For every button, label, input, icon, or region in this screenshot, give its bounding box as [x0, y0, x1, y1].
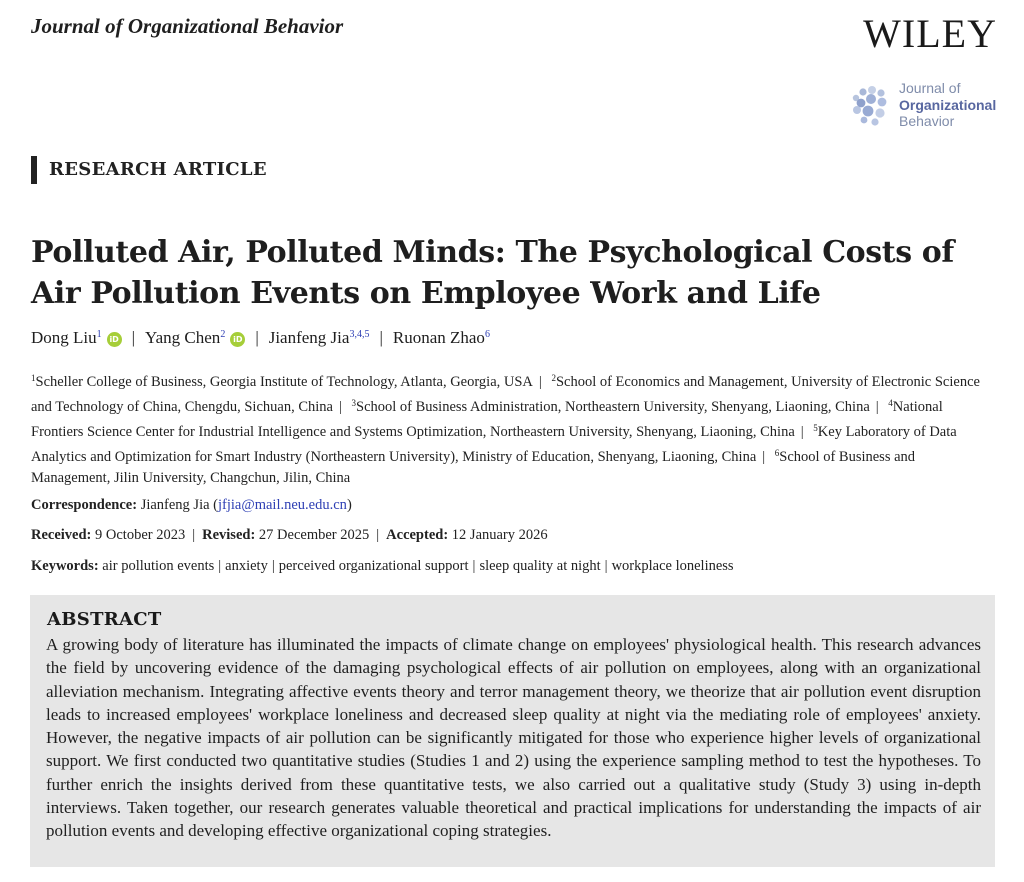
keyword[interactable]: workplace loneliness — [611, 558, 734, 574]
keyword[interactable]: anxiety — [225, 558, 268, 574]
journal-logo-text: Journal of Organizational Behavior — [899, 80, 997, 129]
received-date: 9 October 2023 — [95, 527, 186, 543]
revised-date: 27 December 2025 — [258, 527, 370, 543]
abstract-section — [30, 595, 995, 867]
affiliation-text: School of Economics and Management, University of Electronic Science and Technology of China, Chengdu, Sichuan, China — [31, 374, 980, 415]
author-affil-sup[interactable]: 6 — [484, 329, 490, 340]
author-affil-sup[interactable]: 1 — [96, 329, 102, 340]
separator: | — [255, 328, 259, 347]
author-affil-sup[interactable]: 3,4,5 — [349, 329, 370, 340]
affiliation-text: Scheller College of Business, Georgia Institute of Technology, Atlanta, Georgia, USA — [35, 374, 533, 390]
author-name[interactable]: Yang Chen — [145, 328, 221, 347]
correspondence-email-link[interactable]: jfjia@mail.neu.edu.cn — [218, 497, 347, 513]
author-name[interactable]: Dong Liu — [31, 328, 97, 347]
separator: | — [131, 328, 136, 347]
author-name[interactable]: Jianfeng Jia — [268, 328, 350, 347]
abstract-heading: ABSTRACT — [47, 609, 162, 630]
accepted-date: 12 January 2026 — [451, 527, 548, 543]
journal-logo[interactable] — [848, 80, 1008, 136]
author-affil-sup[interactable]: 2 — [220, 329, 226, 340]
affiliation-text: School of Business and Management, Jilin University, Changchun, Jilin, China — [31, 449, 916, 486]
affiliation-text: National Frontiers Science Center for Industrial Intelligence and Systems Optimization, Northeastern University, Shenyang, Liaoning, China — [31, 399, 943, 440]
journal-dots-icon — [848, 84, 894, 128]
journal-name: Journal of Organizational Behavior — [31, 14, 344, 38]
article-type-label: RESEARCH ARTICLE — [31, 156, 267, 184]
article-dates: Received: 9 October 2023 | Revised: 27 December 2025 | Accepted: 12 January 2026 — [31, 527, 548, 543]
keyword[interactable]: sleep quality at night — [479, 558, 601, 574]
affiliations: $^1$Scheller College of Business, Georgia Institute of Technology, Atlanta, Georgia, USA | $^2$School of Economics and Management, University of Electronic Science and Technology of China, Chengdu, Sichuan, China | $^3$School of Business Administration, Northeastern University, Shenyang, Liaoning, China | $^4$National Frontiers Science Center for Industrial Intelligence and Systems Optimization, Northeastern University, Shenyang, Liaoning, China | $^5$Key Laboratory of Data Analytics and Optimization for Smart Industry (Northeastern University), Ministry of Education, Shenyang, Liaoning, China | $^6$School of Business and Management, Jilin University, Changchun, Jilin, China — [31, 373, 980, 486]
orcid-icon[interactable]: iD — [107, 332, 122, 347]
author-name[interactable]: Ruonan Zhao — [392, 328, 485, 347]
article-title: Polluted Air, Polluted Minds: The Psychological Costs of Air Pollution Events on Employee Work and Life — [31, 235, 954, 311]
author-list — [31, 328, 490, 348]
keyword[interactable]: air pollution events — [102, 558, 215, 574]
orcid-icon[interactable]: iD — [230, 332, 245, 347]
keyword[interactable]: perceived organizational support — [278, 558, 469, 574]
abstract-text: A growing body of literature has illuminated the impacts of climate change on employees' physiological health. This research advances the field by uncovering evidence of the damaging psychological effects of air pollution on employees, along with an organizational alleviation mechanism. Integrating affective events theory and terror management theory, we theorize that air pollution event disruption leads to increased employees' workplace loneliness and decreased sleep quality at night via the mediating role of employees' anxiety. However, the negative impacts of air pollution can be significantly mitigated for those who experience higher levels of organizational support. We first conducted two quantitative studies (Studies 1 and 2) using the experience sampling method to test the hypotheses. To further enrich the insights derived from these quantitative tests, we also carried out a qualitative study (Study 3) using in-depth interviews. Taken together, our research generates valuable theoretical and practical implications for understanding the impacts of air pollution events and developing effective organizational coping strategies. — [46, 635, 981, 841]
affiliation-text: Key Laboratory of Data Analytics and Optimization for Smart Industry (Northeastern University), Ministry of Education, Shenyang, Liaoning, China — [31, 424, 957, 465]
publisher-logo[interactable]: WILEY — [863, 11, 997, 56]
correspondence: Correspondence: Jianfeng Jia (jfjia@mail.neu.edu.cn) — [31, 497, 352, 513]
keywords: Keywords: air pollution events | anxiety | perceived organizational support | sleep quality at night | workplace loneliness — [31, 558, 734, 574]
separator: | — [379, 328, 383, 347]
affiliation-text: School of Business Administration, Northeastern University, Shenyang, Liaoning, China — [356, 399, 870, 415]
